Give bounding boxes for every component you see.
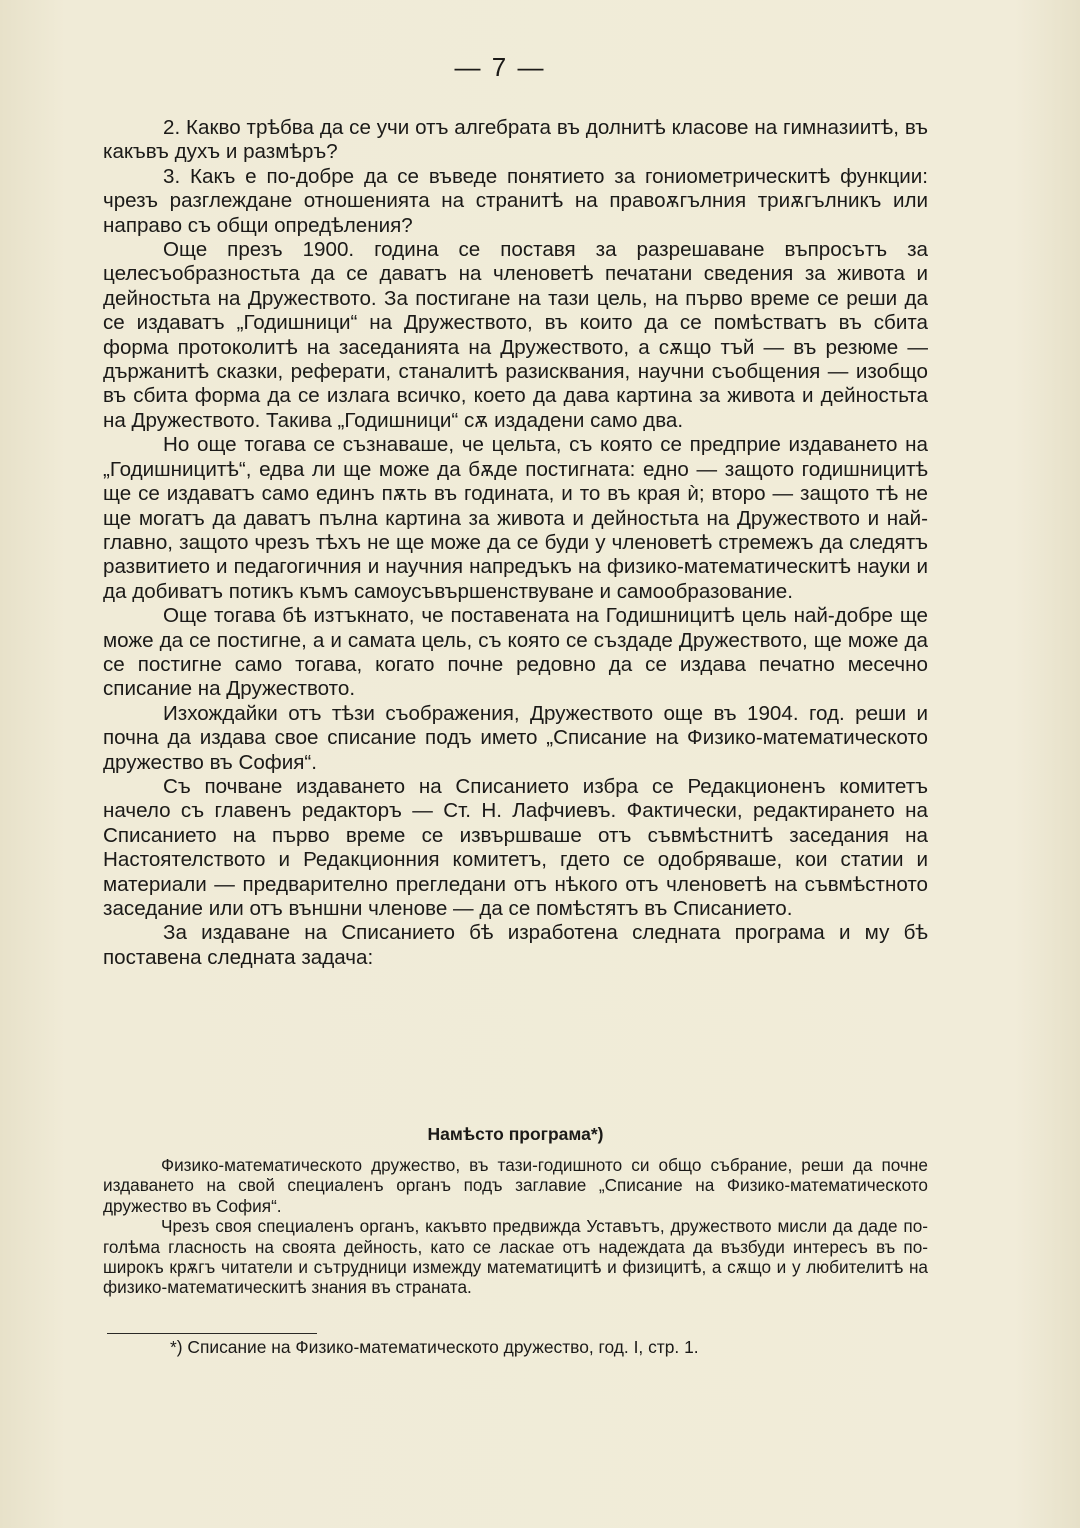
paragraph: Изхождайки отъ тѣзи съображения, Дружеството още въ 1904. год. реши и почна да издава свое списание подъ името „Списание на Физико-математическото дружество въ София“. [103, 701, 928, 774]
paragraph: Още тогава бѣ изтъкнато, че поставената на Годишницитѣ цель най-добре ще може да се постигне, а и самата цель, съ която се създаде Дружеството, ще може да се постигне само тогава, когато почне редовно да се издава печатно месечно списание на Дружеството. [103, 604, 928, 701]
section-title: Намѣсто програма*) [427, 1124, 604, 1144]
paragraph: Но още тогава се съзнаваше, че цельта, съ която се предприе издаването на „Годишницитѣ“, едва ли ще може да бѫде постигната: едно — защото годишницитѣ ще се издаватъ само единъ пѫть въ годината, и то въ края ѝ; второ — защото тѣ не ще могатъ да даватъ пълна картина за живота и дейностьта на Дружеството и най-главно, защото чрезъ тѣхъ не ще може да се буди у членоветѣ стремежъ да следятъ развитието и педагогичния и научния напредъкъ на физико-математическитѣ науки и да добиватъ потикъ къмъ самоусъвършенствуване и самообразование. [103, 433, 928, 603]
paragraph: Съ почване издаването на Списанието избра се Редакционенъ комитетъ начело съ главенъ редакторъ — Ст. Н. Лафчиевъ. Фактически, редактирането на Списанието на първо време се извършваше отъ съвмѣстнитѣ заседания на Настоятелството и Редакционния комитетъ, гдето се одобряваше, кои статии и материали — предварително прегледани отъ нѣкого отъ членоветѣ на съвмѣстното заседание или отъ външни членове — да се помѣстятъ въ Списанието. [103, 774, 928, 920]
footnote: *) Списание на Физико-математическото дружество, год. I, стр. 1. [170, 1337, 699, 1357]
main-text [103, 116, 928, 970]
section-paragraph: Физико-математическото дружество, въ тази-годишното си общо събрание, реши да почне издаването на свой специаленъ органъ подъ заглавие „Списание на Физико-математическото дружество въ София“. [103, 1155, 928, 1216]
footnote-divider [107, 1333, 317, 1334]
paragraph: 3. Какъ е по-добре да се въведе понятието за гониометрическитѣ функции: чрезъ разглеждане отношенията на странитѣ на правоѫгълния триѫгълникъ или направо съ общи опредѣления? [103, 164, 928, 237]
section-paragraph: Чрезъ своя специаленъ органъ, какъвто предвижда Уставътъ, дружеството мисли да даде по-голѣма гласность на своята дейность, като се ласкае отъ надеждата да възбуди интересъ въ по-широкъ крѫгъ читатели и сътрудници измежду математицитѣ и физицитѣ, а сѫщо и у любителитѣ на физико-математическитѣ знания въ страната. [103, 1216, 928, 1298]
paragraph: Още презъ 1900. година се поставя за разрешаване въпросътъ за целесъобразностьта да се даватъ на членоветѣ печатани сведения за живота и дейностьта на Дружеството. За постигане на тази цель, на първо време се реши да се издаватъ „Годишници“ на Дружеството, въ които да се помѣстватъ въ сбита форма протоколитѣ на заседанията на Дружеството, а сѫщо тъй — въ резюме — държанитѣ сказки, реферати, станалитѣ разисквания, научни съобщения — изобщо въ сбита форма да се излага всичко, което да дава картина за живота и дейностьта на Дружеството. Такива „Годишници“ сѫ издадени само два. [103, 238, 928, 432]
page-number: — 7 — [454, 52, 546, 82]
program-section [103, 1124, 928, 1298]
paragraph: 2. Какво трѣбва да се учи отъ алгебрата въ долнитѣ класове на гимназиитѣ, въ какъвъ духъ и размѣръ? [103, 116, 928, 164]
paragraph: За издаване на Списанието бѣ изработена следната програма и му бѣ поставена следната задача: [103, 921, 928, 969]
